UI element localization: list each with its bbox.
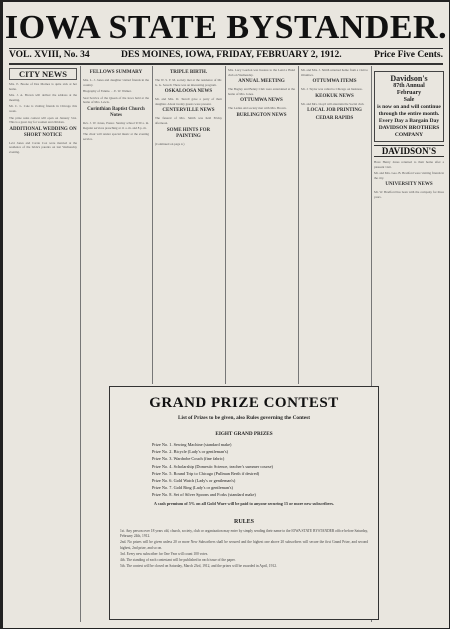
column-city-news [9, 68, 77, 618]
column-rule [80, 66, 81, 622]
prize-item: Prize No. 6. Gold Watch (Lady's or gentleman's) [152, 478, 236, 484]
article-paragraph: Mr. and Mrs. J. Smith returned home from a visit to Ottumwa. [301, 68, 368, 77]
column-heading: TRIPLE BIRTH. [169, 70, 208, 75]
continued-note: (Continued on page 4.) [155, 141, 185, 146]
city-news-heading: CITY NEWS [9, 68, 77, 80]
column-3 [155, 68, 222, 380]
column-rule [225, 66, 226, 384]
rule-item: 4th. The standing of each contestant will be published in each issue of the paper. [120, 558, 236, 563]
prizes-heading: EIGHT GRAND PRIZES [215, 431, 273, 437]
column-2-continued [83, 390, 105, 620]
article-paragraph: Mr. C. L. Cole is visiting friends in Chicago this week. [9, 104, 77, 113]
article-paragraph: Rev. J. W. Jones, Pastor. Sunday school 9:30 a. m. Regular services preaching at 11 a. m. and 8 p. m. [83, 120, 149, 130]
dateline [9, 50, 443, 62]
contest-subtitle: List of Prizes to be given, also Rules governing the Contest [178, 415, 310, 421]
article-paragraph: Have Henry Jones returned to their home after a pleasant visit. [374, 160, 444, 169]
section-heading: CEDAR RAPIDS [315, 116, 354, 122]
column-5 [301, 68, 368, 380]
contest-title: GRAND PRIZE CONTEST [149, 395, 339, 411]
section-heading: BURLINGTON NEWS [236, 112, 287, 118]
prize-item: Prize No. 4. Scholarship (Domestic Science, teacher's summer course) [152, 463, 273, 469]
ad-line: Sale [403, 97, 415, 103]
masthead-rule-bottom [9, 63, 443, 65]
ad-tail: DAVIDSON BROTHERS COMPANY [378, 125, 440, 138]
article-paragraph: The Bagley and Benny Club were entertained at the home of Mrs. Jones. [228, 87, 295, 96]
section-heading: OSKALOOSA NEWS [164, 89, 213, 95]
article-paragraph: The W. S. F. M. society met at the residence of Mr. G. G. Sewell. There was an interesting program. [155, 78, 222, 87]
section-heading: OTTUMWA NEWS [240, 98, 283, 104]
section-heading: OTTUMWA ITEMS [312, 79, 357, 85]
ad-mid: Every Day a Bargain Day [378, 118, 440, 124]
prize-item: Prize No. 1. Sewing Machine (standard make) [152, 442, 232, 447]
article-paragraph: Mrs. Lucy Gordon was hostess to the Lend a Hand club on Wednesday. [228, 68, 295, 77]
article-paragraph: Mr. J. Taylor was called to Chicago on business. [301, 87, 363, 92]
column-2 [83, 68, 149, 380]
column-heading: FELLOWS SUMMARY [89, 70, 143, 75]
prize-item: Prize No. 7. Gold Ring (Lady's or gentleman's) [152, 485, 233, 491]
ad-body: is now on and will continue through the entire month. [377, 104, 441, 117]
rule-item: 5th. The contest will be closed on Saturday, March 23rd, 1912, and the prizes will be awarded in April, 1912. [120, 564, 277, 569]
column-rule [152, 66, 153, 384]
column-4 [228, 68, 295, 380]
article-paragraph: Seal Service of the Queen of the Iowa held at the home of Mrs. Lewis. [83, 95, 149, 105]
davidsons-ad-title: DAVIDSON'S [374, 145, 444, 157]
rule-item: 2nd. No prizes will be given unless 20 or more New Subscribers shall be secured and the highest one above 20 subscribers will secure the first Grand Prize, and second highest, 2nd prize, and so on. [120, 540, 368, 550]
article-paragraph: Mr. W. Bradford has been with the company for three years. [374, 190, 444, 199]
grand-prize-contest [109, 386, 379, 620]
prize-item: Prize No. 5. Round Trip to Chicago (Pullman Berth if desired) [152, 470, 260, 476]
davidsons-sale-ad [374, 71, 444, 142]
article-paragraph: Mrs. E. Boone of Des Moines is quite sick at her home. [9, 82, 77, 91]
article-paragraph: Mrs. J. A. Brown will deliver the address at the meeting. [9, 93, 77, 102]
article-paragraph: The funeral of Mrs. Smith was held Friday afternoon. [155, 116, 222, 125]
column-6 [374, 68, 444, 618]
masthead-title: IOWA STATE BYSTANDER. [4, 9, 448, 46]
prize-item: Prize No. 8. Set of Silver Spoons and Forks (standard make) [152, 492, 256, 498]
ad-line: Davidson's [390, 74, 428, 83]
article-paragraph: Biography of Fannie. . . E. W. Walker. [83, 89, 132, 94]
rule-item: 3rd. Every new subscriber for One Year will count 100 votes. [120, 551, 209, 556]
article-paragraph: Mr. and Mrs. Lloyd will entertain the Social club. [301, 101, 365, 106]
article-paragraph: The Ladies Aid society met with Mrs. Brown. [228, 106, 287, 111]
masthead-rule-top [9, 48, 443, 49]
section-heading: SOME HINTS FOR PAINTING [166, 127, 211, 139]
rule-item: 1st. Any person over 18 years old, church, society, club or organization may enter by simply sending their name to the IOWA STATE BYSTANDER office before Saturday, February 24th, 1912. [120, 529, 368, 539]
ad-line: February [396, 90, 422, 96]
rules-heading: RULES [233, 519, 254, 525]
section-heading: CENTERVILLE NEWS [162, 108, 215, 114]
section-heading: UNIVERSITY NEWS [385, 182, 433, 188]
rules-list [120, 529, 368, 570]
section-heading: KEOKUK NEWS [315, 93, 354, 99]
prize-list [152, 441, 352, 499]
article-paragraph: Mrs. L. J. Jones and daughter visited friends in the country. [83, 78, 149, 87]
article-paragraph: The prize sales contest will open on January 31st. This is a great day for women and children. [9, 115, 77, 125]
section-heading: ANNUAL MEETING [238, 79, 285, 85]
article-paragraph: The choir will render special music at the evening service. [83, 132, 149, 141]
price: Price Five Cents. [374, 50, 443, 60]
cash-premium-note: A cash premium of 5% on all Gold Ware will be paid to anyone securing 15 or more new subscribers. [153, 501, 335, 506]
article-paragraph: Mr. and Mrs. Geo. B. Bradford were visiting friends in the city. [374, 171, 444, 180]
newspaper-page [3, 2, 449, 628]
volume-number: VOL. XVIII, No. 34 [9, 50, 90, 60]
article-paragraph: Levi Jones and Carrie Cox were married at the residence of the bride's parents on last Wednesday evening. [9, 140, 77, 154]
wedding-heading: ADDITIONAL WEDDING ON SHORT NOTICE [9, 126, 77, 138]
prize-item: Prize No. 2. Bicycle (Lady's or gentleman's) [152, 449, 229, 455]
column-rule [298, 66, 299, 384]
section-heading: LOCAL JOB PRINTING [307, 108, 362, 114]
article-paragraph: Mr. and Mrs. D. Terrell gave a party of their daughter. About twenty guests were present. [155, 97, 222, 106]
church-notes-heading: Corinthian Baptist Church Notes [87, 106, 145, 118]
ad-line: 87th Annual [393, 83, 425, 89]
place-date: DES MOINES, IOWA, FRIDAY, FEBRUARY 2, 1912. [121, 50, 342, 60]
prize-item: Prize No. 3. Wardrobe Couch (fine fabric) [152, 456, 225, 462]
